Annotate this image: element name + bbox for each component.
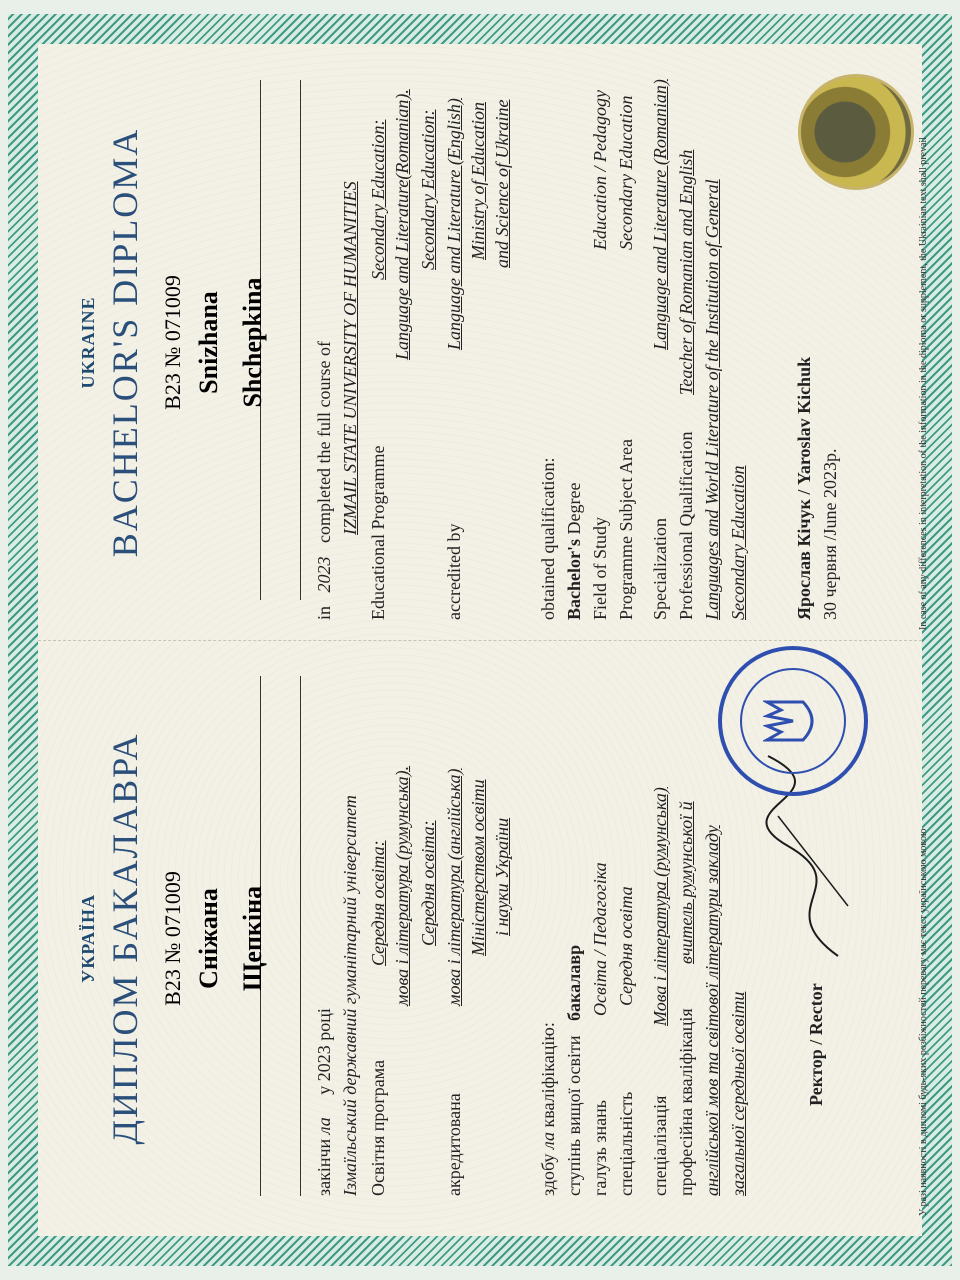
ua-specialization-label: спеціалізація [650, 1095, 670, 1196]
ua-accredited-label: акредитована [444, 1093, 464, 1196]
en-completed-line [314, 341, 335, 620]
ua-qualification-label: професійна кваліфікація [676, 1008, 696, 1196]
en-field-label: Field of Study [590, 516, 610, 620]
ua-given-name: Сніжана [194, 888, 223, 989]
ua-field-label: галузь знань [590, 1100, 610, 1196]
ua-surname-line [300, 676, 301, 1196]
ukrainian-side [38, 641, 929, 1236]
ua-year-value: 23 [314, 1045, 334, 1064]
en-qualification-label: Professional Qualification [676, 431, 696, 620]
en-surname: Shchepkina [238, 277, 267, 408]
guilloche-border [8, 14, 952, 1266]
ua-accredited-value-2: і науки України [492, 817, 512, 936]
ua-diploma-title: ДИПЛОМ БАКАЛАВРА [105, 732, 145, 1145]
en-degree-suffix: Degree [564, 482, 584, 535]
en-program-value-3: Secondary Education: [418, 109, 438, 270]
ua-program-value-2: мова і література (румунська). [392, 765, 412, 1006]
en-qualification-value-1: Teacher of Romanian and English [676, 149, 696, 395]
en-in: in [314, 605, 334, 620]
university-stamp [718, 646, 868, 796]
ua-obtained-text: кваліфікацію: [538, 1022, 558, 1128]
ua-qualification-value-1: вчитель румунської й [676, 801, 696, 964]
diploma-body [38, 44, 929, 1236]
ua-completed-line [314, 1008, 335, 1196]
ua-completed-suffix: ла [314, 1117, 334, 1135]
en-diploma-title: BACHELOR'S DIPLOMA [105, 127, 145, 558]
en-program-value-1: Secondary Education: [368, 119, 388, 280]
ua-footnote: У разі наявності в дипломі будь-яких розбіжностей перевагу має текст українською мовою [918, 828, 929, 1216]
ua-specialty-value: Середня освіта [616, 886, 636, 1006]
ua-obtained-prefix: здобу [538, 1153, 558, 1196]
ua-obtained-suffix: ла [538, 1132, 558, 1150]
ua-program-value-1: Середня освіта: [368, 840, 388, 966]
ua-obtained-line [538, 1022, 559, 1196]
ua-program-value-4: мова і література (англійська) [444, 768, 464, 1006]
ua-serial-number: В23 № 071009 [160, 871, 185, 1006]
ua-degree-label: ступінь вищої освіти [564, 1035, 584, 1196]
en-program-value-2: Language and Literature(Romanian). [392, 89, 412, 360]
en-country: UKRAINE [78, 296, 98, 389]
ua-surname: Щепкіна [238, 885, 267, 992]
ua-year-prefix: у 20 [314, 1063, 334, 1095]
ua-qualification-value-3: загальної середньої освіти [728, 991, 748, 1196]
en-area-value: Secondary Education [616, 95, 636, 250]
ua-specialty-label: спеціальність [616, 1091, 636, 1196]
en-accredited-value-1: Ministry of Education [468, 102, 488, 260]
en-footnote: In case of any differences in interpretation of the information in the diploma or supplement, the Ukrainian text shall prevail [918, 137, 929, 630]
en-accredited-label: accredited by [444, 523, 464, 620]
en-degree: Bachelor's [564, 539, 584, 620]
en-degree-line [564, 483, 585, 620]
security-hologram [798, 74, 914, 190]
en-accredited-value-2: and Science of Ukraine [492, 99, 512, 268]
en-serial-number: В23 № 071009 [160, 275, 185, 410]
en-issue-date: 30 червня /June 2023р. [820, 448, 840, 620]
ua-country: УКРАЇНА [78, 894, 98, 983]
stamp-inner-ring [740, 668, 846, 774]
ua-qualification-value-2: англійської мов та світової літератури закладу [702, 825, 722, 1196]
ua-completed-prefix: закінчи [314, 1138, 334, 1196]
ua-accredited-value-1: Міністерством освіти [468, 779, 488, 956]
en-program-value-4: Language and Literature (English) [444, 98, 464, 350]
english-side [38, 45, 929, 641]
en-signatory: Ярослав Кічук / Yaroslav Kichuk [794, 356, 814, 620]
ua-specialization-value: Мова і література (румунська) [650, 787, 670, 1026]
en-university: IZMAIL STATE UNIVERSITY OF HUMANITIES [340, 181, 360, 535]
ua-year-suffix: році [314, 1008, 334, 1041]
en-qualification-value-2: Languages and World Literature of the Institution of General [702, 179, 722, 620]
ua-university: Ізмаїльський державний гуманітарний університет [340, 795, 360, 1196]
en-completed-text: completed the full course of [314, 341, 334, 543]
en-surname-line [300, 80, 301, 600]
ua-degree-value: бакалавр [564, 944, 584, 1021]
en-program-label: Educational Programme [368, 445, 388, 620]
ua-field-value: Освіта / Педагогіка [590, 862, 610, 1016]
ua-program-value-3: Середня освіта: [418, 820, 438, 946]
en-year: 2023 [314, 556, 334, 593]
en-obtained: obtained qualification: [538, 457, 558, 620]
ua-rector-label: Ректор / Rector [806, 983, 826, 1106]
en-specialization-label: Specialization [650, 518, 670, 620]
en-area-label: Programme Subject Area [616, 439, 636, 620]
en-qualification-value-3: Secondary Education [728, 465, 748, 620]
en-field-value: Education / Pedagogy [590, 90, 610, 250]
ua-program-label: Освітня програма [368, 1059, 388, 1196]
en-specialization-value: Language and Literature (Romanian) [650, 79, 670, 350]
en-given-name: Snizhana [194, 291, 223, 394]
